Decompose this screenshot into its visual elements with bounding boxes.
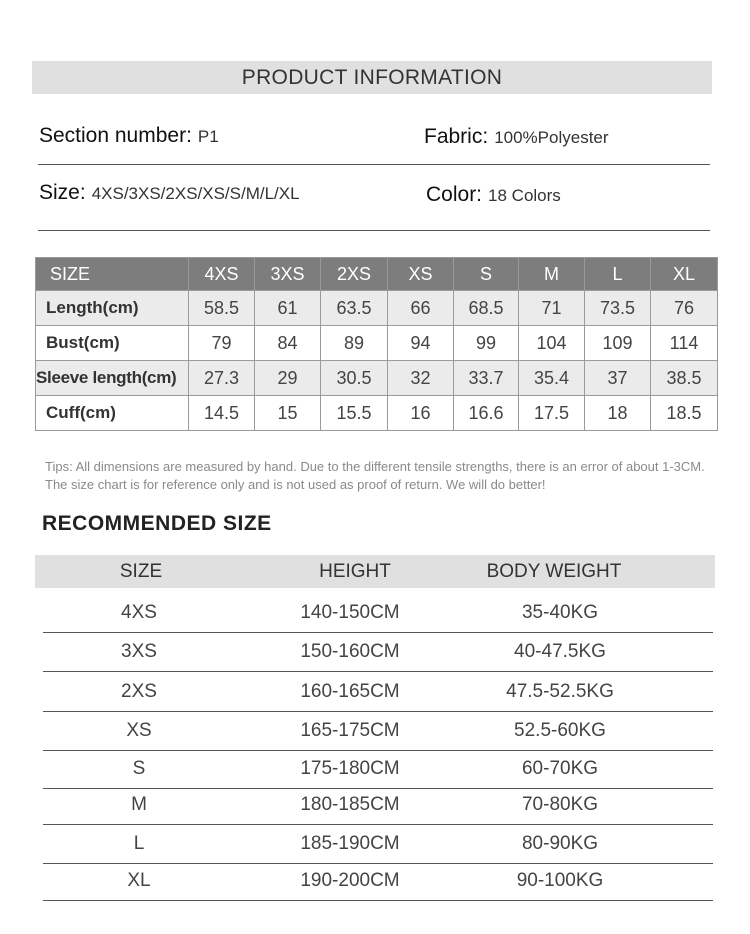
table-cell: 14.5 <box>189 396 255 431</box>
table-cell: 84 <box>255 326 321 361</box>
header-cell: XL <box>651 258 718 291</box>
table-cell: 89 <box>321 326 388 361</box>
divider <box>38 164 710 165</box>
header-cell: 4XS <box>189 258 255 291</box>
size-measurement-table <box>35 257 718 431</box>
height-cell: 185-190CM <box>300 833 400 854</box>
height-cell: 150-160CM <box>300 641 400 662</box>
size-cell: XS <box>126 720 152 741</box>
weight-cell: 47.5-52.5KG <box>506 681 614 702</box>
weight-cell: 70-80KG <box>521 794 599 815</box>
table-row <box>43 786 713 825</box>
table-cell: 16 <box>388 396 454 431</box>
table-cell: 104 <box>519 326 585 361</box>
table-cell: 27.3 <box>189 361 255 396</box>
table-cell: 99 <box>454 326 519 361</box>
weight-cell: 35-40KG <box>521 602 599 623</box>
table-row <box>36 291 718 326</box>
size-cell: XL <box>127 870 151 891</box>
header-weight: BODY WEIGHT <box>486 561 622 582</box>
fabric-field <box>424 125 609 149</box>
color-label: Color: <box>426 183 483 206</box>
table-cell: 33.7 <box>454 361 519 396</box>
weight-cell: 80-90KG <box>521 833 599 854</box>
table-cell: 18 <box>585 396 651 431</box>
size-cell: L <box>133 833 145 854</box>
table-cell: 29 <box>255 361 321 396</box>
header-cell: S <box>454 258 519 291</box>
table-cell: 66 <box>388 291 454 326</box>
section-number-label: Section number: <box>39 124 192 147</box>
table-cell: 114 <box>651 326 718 361</box>
table-cell: 79 <box>189 326 255 361</box>
section-number-field <box>39 124 219 148</box>
header-cell: SIZE <box>36 258 189 291</box>
table-cell: 94 <box>388 326 454 361</box>
table-cell: 58.5 <box>189 291 255 326</box>
color-field <box>426 183 561 207</box>
table-row <box>36 326 718 361</box>
table-cell: 32 <box>388 361 454 396</box>
table-row <box>43 673 713 712</box>
table-cell: 18.5 <box>651 396 718 431</box>
header-cell: 3XS <box>255 258 321 291</box>
size-table-header <box>36 258 718 291</box>
table-cell: 73.5 <box>585 291 651 326</box>
table-cell: 38.5 <box>651 361 718 396</box>
recommended-table-header <box>35 555 715 588</box>
section-number-value: P1 <box>197 127 219 146</box>
row-label: Cuff(cm) <box>36 396 189 431</box>
table-row <box>43 712 713 751</box>
table-row <box>43 825 713 864</box>
table-cell: 16.6 <box>454 396 519 431</box>
size-cell: 3XS <box>121 641 157 662</box>
size-cell: M <box>131 794 147 815</box>
color-value: 18 Colors <box>488 186 561 205</box>
fabric-value: 100%Polyester <box>494 128 609 147</box>
size-cell: 4XS <box>121 602 157 623</box>
height-cell: 175-180CM <box>300 758 400 779</box>
weight-cell: 90-100KG <box>516 870 604 891</box>
table-cell: 17.5 <box>519 396 585 431</box>
table-row <box>43 594 713 633</box>
size-cell: 2XS <box>121 681 157 702</box>
header-cell: L <box>585 258 651 291</box>
height-cell: 140-150CM <box>300 602 400 623</box>
height-cell: 165-175CM <box>300 720 400 741</box>
row-label: Sleeve length(cm) <box>36 361 189 396</box>
divider <box>38 230 710 231</box>
header-height: HEIGHT <box>319 561 391 582</box>
table-row <box>43 862 713 901</box>
table-cell: 109 <box>585 326 651 361</box>
table-cell: 30.5 <box>321 361 388 396</box>
table-cell: 15 <box>255 396 321 431</box>
table-cell: 15.5 <box>321 396 388 431</box>
size-cell: S <box>132 758 146 779</box>
height-cell: 190-200CM <box>300 870 400 891</box>
table-cell: 68.5 <box>454 291 519 326</box>
tips-note: Tips: All dimensions are measured by hand. Due to the different tensile strengths, there is an error of about 1-3CM. The size chart is for reference only and is not used as proof of return. We will do better! <box>45 459 705 492</box>
table-row <box>43 633 713 672</box>
row-label: Length(cm) <box>36 291 189 326</box>
size-label: Size: <box>39 181 86 204</box>
header-cell: XS <box>388 258 454 291</box>
height-cell: 160-165CM <box>300 681 400 702</box>
table-row <box>36 361 718 396</box>
table-cell: 35.4 <box>519 361 585 396</box>
table-row <box>43 750 713 789</box>
size-value: 4XS/3XS/2XS/XS/S/M/L/XL <box>91 184 300 203</box>
weight-cell: 40-47.5KG <box>514 641 606 662</box>
row-label: Bust(cm) <box>36 326 189 361</box>
table-cell: 61 <box>255 291 321 326</box>
header-size: SIZE <box>119 561 163 582</box>
table-cell: 63.5 <box>321 291 388 326</box>
recommended-size-title: RECOMMENDED SIZE <box>42 512 272 535</box>
header-cell: M <box>519 258 585 291</box>
table-cell: 71 <box>519 291 585 326</box>
table-row <box>36 396 718 431</box>
weight-cell: 60-70KG <box>521 758 599 779</box>
height-cell: 180-185CM <box>300 794 400 815</box>
header-cell: 2XS <box>321 258 388 291</box>
table-cell: 76 <box>651 291 718 326</box>
weight-cell: 52.5-60KG <box>514 720 606 741</box>
table-cell: 37 <box>585 361 651 396</box>
product-information-banner: PRODUCT INFORMATION <box>32 61 712 94</box>
fabric-label: Fabric: <box>424 125 489 148</box>
size-field <box>39 181 300 205</box>
